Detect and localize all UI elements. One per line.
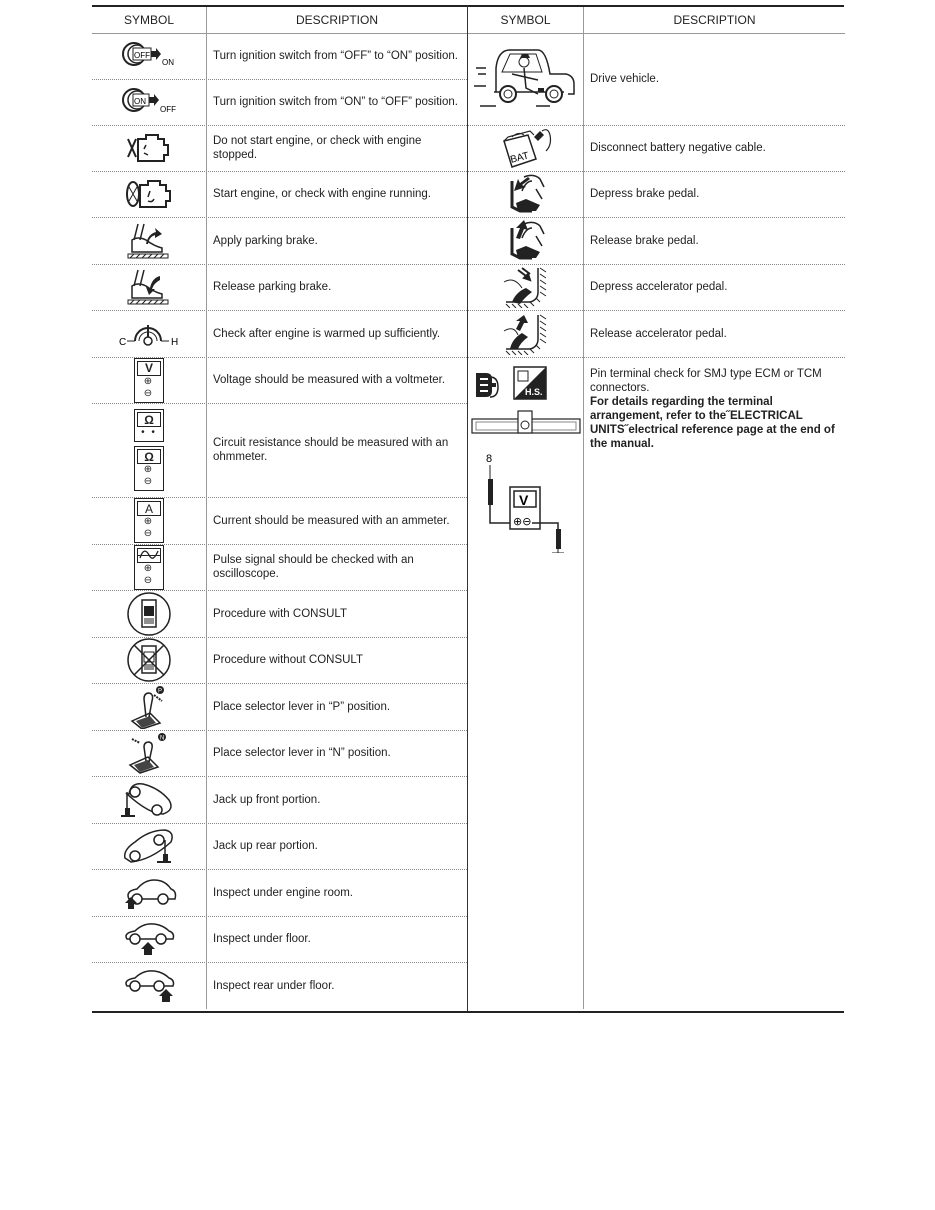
description: Voltage should be measured with a voltmeter. — [213, 374, 446, 386]
ignition-off-to-on-icon — [92, 33, 207, 79]
release-brake-pedal-icon — [468, 217, 584, 264]
description: Drive vehicle. — [590, 73, 660, 85]
pin-terminal-check-icon — [468, 357, 584, 1009]
table-row — [92, 217, 467, 265]
table-row — [92, 171, 467, 218]
table-row — [468, 171, 845, 218]
description: Jack up front portion. — [213, 793, 321, 806]
table-row — [468, 217, 845, 265]
table-row — [468, 264, 845, 311]
svg-text:N: N — [160, 735, 165, 742]
table-row — [92, 637, 467, 684]
table-row — [92, 403, 467, 498]
table-row — [468, 33, 845, 126]
table-row — [92, 79, 467, 126]
inspect-floor-icon — [92, 916, 207, 962]
description-text: Pin terminal check for SMJ type ECM or TCM connectors. — [590, 368, 822, 394]
table-row — [92, 730, 467, 777]
engine-running-icon — [92, 171, 207, 217]
inspect-engine-room-icon — [92, 869, 207, 916]
description — [584, 357, 845, 1009]
description: Do not start engine, or check with engine stopped. — [213, 135, 422, 161]
table-row — [468, 310, 845, 358]
description: Inspect under engine room. — [213, 886, 354, 899]
table-row — [92, 869, 467, 917]
depress-accelerator-icon — [468, 264, 584, 310]
description: Current should be measured with an ammeter. — [213, 514, 450, 527]
table-row — [92, 357, 467, 404]
release-accelerator-icon — [468, 310, 584, 357]
description: Release parking brake. — [213, 281, 332, 293]
description: Procedure with CONSULT — [213, 607, 347, 620]
svg-text:P: P — [158, 688, 163, 694]
jack-rear-icon — [92, 823, 207, 869]
description: Turn ignition switch from “OFF” to “ON” position. — [213, 50, 458, 62]
battery-disconnect-icon — [468, 125, 584, 171]
svg-text:ON: ON — [162, 58, 174, 67]
table-row — [92, 916, 467, 963]
table-row — [92, 310, 467, 358]
left-table — [92, 5, 467, 1013]
voltmeter-icon: V ⊕ ⊖ — [92, 357, 207, 403]
description: Jack up rear portion. — [213, 840, 318, 852]
selector-lever-n-icon — [92, 730, 207, 776]
svg-text:8: 8 — [485, 453, 492, 465]
drive-vehicle-icon — [468, 33, 584, 125]
description-header: DESCRIPTION — [673, 13, 756, 27]
consult-icon — [92, 590, 207, 637]
description: Depress brake pedal. — [590, 188, 700, 200]
table-row — [92, 544, 467, 591]
svg-text:ON: ON — [134, 97, 146, 106]
description: Inspect under floor. — [213, 933, 311, 945]
depress-brake-pedal-icon — [468, 171, 584, 217]
svg-text:OFF: OFF — [134, 51, 150, 60]
description: Procedure without CONSULT — [213, 654, 363, 666]
description: Turn ignition switch from “ON” to “OFF” position. — [213, 96, 458, 108]
ammeter-icon: A ⊕ ⊖ — [92, 497, 207, 544]
table-row — [92, 125, 467, 172]
svg-text:C: C — [119, 336, 127, 348]
description-note: For details regarding the terminal arrangement, refer to the˝ELECTRICAL UNITS˝electrical reference page at the end of the manual. — [590, 396, 835, 450]
oscilloscope-icon: ⊕ ⊖ — [92, 544, 207, 590]
ignition-on-to-off-icon — [92, 79, 207, 125]
description: Release accelerator pedal. — [590, 327, 727, 340]
table-row — [92, 823, 467, 870]
right-table — [467, 5, 845, 1013]
description: Place selector lever in “N” position. — [213, 747, 391, 759]
table-row — [92, 590, 467, 638]
description: Start engine, or check with engine running. — [213, 188, 431, 200]
table-row — [92, 497, 467, 545]
description: Inspect rear under floor. — [213, 979, 335, 992]
svg-text:⊕⊖: ⊕⊖ — [512, 515, 531, 528]
table-row — [92, 683, 467, 731]
table-row — [468, 357, 845, 1009]
symbol-header: SYMBOL — [468, 7, 584, 33]
selector-lever-p-icon — [92, 683, 207, 730]
description: Depress accelerator pedal. — [590, 281, 728, 293]
svg-text:OFF: OFF — [160, 105, 176, 114]
release-parking-brake-icon — [92, 264, 207, 310]
temperature-gauge-icon — [92, 310, 207, 357]
description: Circuit resistance should be measured with an ohmmeter. — [213, 437, 449, 463]
description: Apply parking brake. — [213, 234, 318, 247]
description: Release brake pedal. — [590, 234, 699, 247]
right-header — [468, 7, 845, 34]
ohmmeter-icon: Ω • • Ω ⊕ ⊖ — [92, 403, 207, 497]
svg-text:H: H — [171, 336, 179, 348]
description: Pulse signal should be checked with an oscilloscope. — [213, 554, 414, 580]
svg-text:H.S.: H.S. — [524, 387, 543, 397]
engine-stopped-icon — [92, 125, 207, 171]
description: Check after engine is warmed up sufficiently. — [213, 327, 441, 340]
symbol-header: SYMBOL — [92, 7, 207, 33]
table-row — [468, 125, 845, 172]
table-row — [92, 962, 467, 1009]
table-row — [92, 776, 467, 824]
inspect-rear-floor-icon — [92, 962, 207, 1009]
svg-text:BAT: BAT — [508, 150, 530, 166]
description: Place selector lever in “P” position. — [213, 700, 391, 713]
table-row — [92, 33, 467, 80]
svg-text:V: V — [518, 492, 528, 508]
left-header — [92, 7, 467, 34]
description: Disconnect battery negative cable. — [590, 142, 766, 154]
jack-front-icon — [92, 776, 207, 823]
table-row — [92, 264, 467, 311]
symbol-table — [92, 5, 844, 1013]
description-header: DESCRIPTION — [295, 13, 378, 27]
table-bottom-rule — [92, 1011, 844, 1013]
apply-parking-brake-icon — [92, 217, 207, 264]
no-consult-icon — [92, 637, 207, 683]
